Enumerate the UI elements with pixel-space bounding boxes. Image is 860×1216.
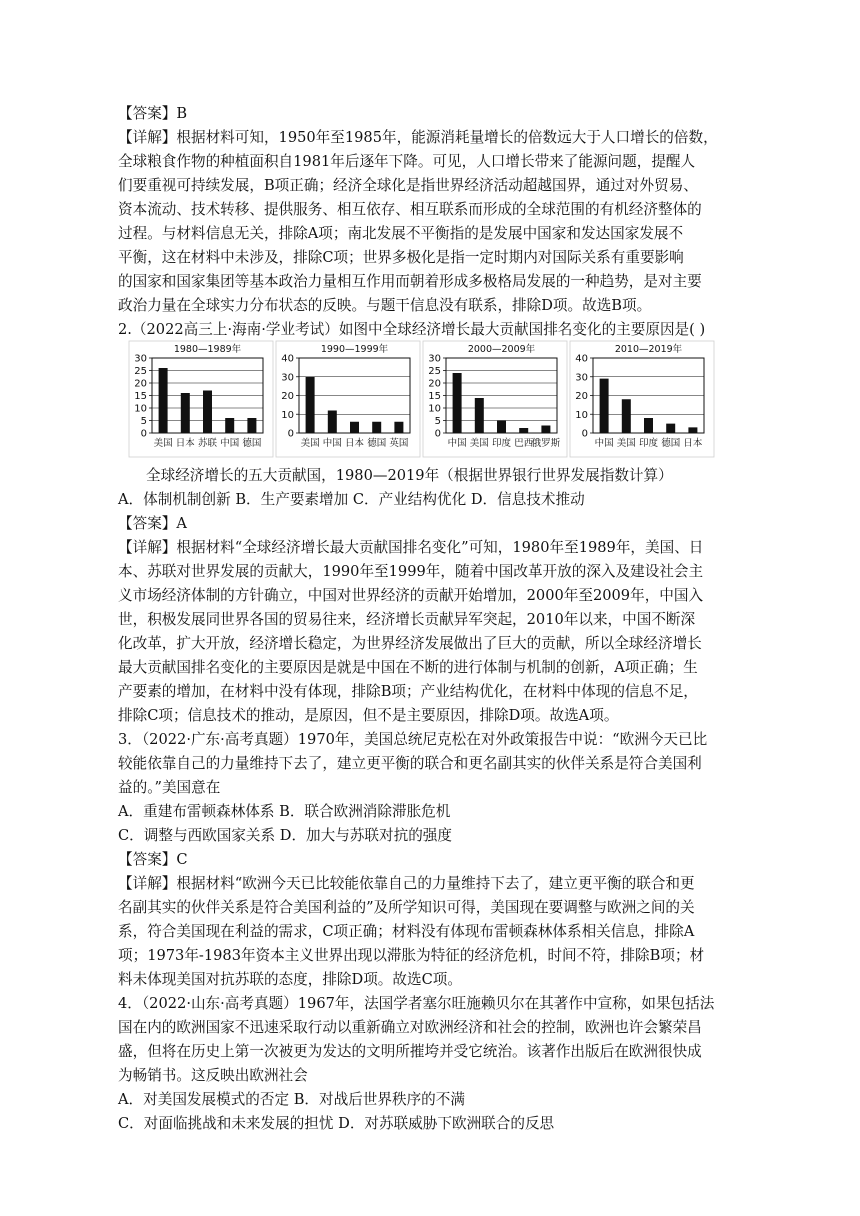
q2-detail-line: 本、苏联对世界发展的贡献大，1990年至1999年，随着中国改革开放的深入及建设社会主 xyxy=(118,563,704,580)
chart-panel xyxy=(276,341,420,457)
bar xyxy=(600,379,609,433)
bar xyxy=(203,391,212,434)
bar-chart-figure xyxy=(128,340,718,460)
bar xyxy=(666,424,675,433)
q1-answer: B xyxy=(176,105,188,122)
bar xyxy=(541,426,550,434)
q3-answer: C xyxy=(176,851,188,868)
x-tick-label: 美国 xyxy=(469,438,489,449)
y-tick-label: 30 xyxy=(428,353,441,365)
y-tick-label: 10 xyxy=(575,409,588,421)
bar xyxy=(247,418,256,433)
q3-answer-tag: 【答案】 xyxy=(118,851,177,868)
bar xyxy=(350,422,359,433)
bar xyxy=(519,428,528,433)
q3-options-line: A．重建布雷顿森林体系 B．联合欧洲消除滞胀危机 xyxy=(118,803,451,820)
x-tick-label: 美国 xyxy=(153,438,173,449)
y-tick-label: 20 xyxy=(281,391,294,402)
x-tick-label: 中国 xyxy=(594,438,614,449)
q2-detail-line: 世，积极发展同世界各国的贸易往来，经济增长贡献异军突起，2010年以来，中国不断深 xyxy=(118,611,696,628)
y-tick-label: 20 xyxy=(134,378,147,390)
q2-detail-line: 化改革，扩大开放，经济增长稳定，为世界经济发展做出了巨大的贡献，所以全球经济增长 xyxy=(118,635,702,652)
q3-stem-line: 益的。”美国意在 xyxy=(118,779,221,796)
q3-answer-line xyxy=(118,850,188,870)
x-tick-label: 巴西 xyxy=(514,438,534,449)
y-tick-label: 0 xyxy=(434,428,441,440)
bar xyxy=(225,418,234,433)
x-tick-label: 美国 xyxy=(300,438,320,449)
chart-title: 1980—1989年 xyxy=(173,344,242,355)
q2-detail-line: 义市场经济体制的方针确立，中国对世界经济的贡献开始增加，2000年至2009年，中国入 xyxy=(118,587,704,604)
q2-detail-line: 产要素的增加，在材料中没有体现，排除B项；产业结构优化，在材料中体现的信息不足， xyxy=(118,683,698,700)
q1-answer-tag: 【答案】 xyxy=(118,105,177,122)
x-tick-label: 美国 xyxy=(616,438,636,449)
x-tick-label: 日本 xyxy=(175,438,195,449)
q2-answer-line xyxy=(118,514,187,534)
y-tick-label: 5 xyxy=(140,416,147,427)
q1-detail-line: 的国家和国家集团等基本政治力量相互作用而朝着形成多极格局发展的一种趋势，是对主要 xyxy=(118,273,702,290)
bar xyxy=(622,399,631,433)
q3-detail-line: 系，符合美国现在利益的需求，C项正确；材料没有体现布雷顿森林体系相关信息，排除A xyxy=(118,923,695,940)
q4-stem-line: 盛，但将在历史上第一次被更为发达的文明所摧垮并受它统治。该著作出版后在欧洲很快成 xyxy=(118,1043,702,1060)
y-tick-label: 0 xyxy=(140,428,147,440)
q4-options-line: C．对面临挑战和未来发展的担忧 D．对苏联威胁下欧洲联合的反思 xyxy=(118,1115,555,1132)
y-tick-label: 10 xyxy=(134,403,147,415)
y-tick-label: 10 xyxy=(281,409,294,421)
q1-detail-line: 过程。与材料信息无关，排除A项；南北发展不平衡指的是发展中国家和发达国家发展不 xyxy=(118,225,684,242)
y-tick-label: 20 xyxy=(575,391,588,402)
y-tick-label: 40 xyxy=(281,353,294,365)
q2-detail-line: 【详解】根据材料“全球经济增长最大贡献国排名变化”可知，1980年至1989年，美国、日 xyxy=(118,539,704,556)
y-tick-label: 25 xyxy=(428,366,441,377)
x-tick-label: 中国 xyxy=(322,438,342,449)
q3-detail-line: 名副其实的伙伴关系是符合美国利益的”及所学知识可得，美国现在要调整与欧洲之间的关 xyxy=(118,899,695,916)
q4-stem-line: 4．（2022·山东·高考真题）1967年，法国学者塞尔旺施赖贝尔在其著作中宣称，如果包括法 xyxy=(118,995,715,1012)
x-tick-label: 德国 xyxy=(242,438,262,449)
chart-title: 2010—2019年 xyxy=(614,344,683,355)
q2-stem: 2.（2022高三上·海南·学业考试）如图中全球经济增长最大贡献国排名变化的主要原因是( ) xyxy=(118,321,706,338)
q2-answer-tag: 【答案】 xyxy=(118,515,177,532)
chart-caption: 全球经济增长的五大贡献国，1980—2019年（根据世界银行世界发展指数计算） xyxy=(146,467,673,484)
q1-detail-line: 资本流动、技术转移、提供服务、相互依存、相互联系而形成的全球范围的有机经济整体的 xyxy=(118,201,702,218)
bar xyxy=(475,398,484,433)
q2-options: A．体制机制创新 B．生产要素增加 C．产业结构优化 D．信息技术推动 xyxy=(118,491,585,508)
y-tick-label: 20 xyxy=(428,378,441,390)
q1-detail-line: 们要重视可持续发展，B项正确；经济全球化是指世界经济活动超越国界，通过对外贸易、 xyxy=(118,177,698,194)
x-tick-label: 苏联 xyxy=(197,438,218,449)
y-tick-label: 15 xyxy=(428,391,441,402)
bar xyxy=(688,427,697,433)
x-tick-label: 中国 xyxy=(220,438,240,449)
y-tick-label: 30 xyxy=(281,372,294,384)
y-tick-label: 5 xyxy=(434,416,441,427)
q3-detail-line: 【详解】根据材料“欧洲今天已比较能依靠自己的力量维持下去了，建立更平衡的联合和更 xyxy=(118,875,695,892)
y-tick-label: 10 xyxy=(428,403,441,415)
q1-detail-line: 【详解】根据材料可知，1950年至1985年，能源消耗量增长的倍数远大于人口增长的倍数， xyxy=(118,129,718,146)
y-tick-label: 30 xyxy=(575,372,588,384)
bar xyxy=(497,421,506,434)
chart-title: 2000—2009年 xyxy=(467,344,536,355)
y-tick-label: 30 xyxy=(134,353,147,365)
x-tick-label: 俄罗斯 xyxy=(531,438,561,449)
q1-detail-line: 全球粮食作物的种植面积自1981年后逐年下降。可见，人口增长带来了能源问题，提醒人 xyxy=(118,153,696,170)
bar xyxy=(306,377,315,433)
bar xyxy=(644,418,653,433)
q2-detail-line: 排除C项；信息技术的推动，是原因，但不是主要原因，排除D项。故选A项。 xyxy=(118,707,619,724)
q1-detail-line: 政治力量在全球实力分布状态的反映。与题干信息没有联系，排除D项。故选B项。 xyxy=(118,297,652,314)
y-tick-label: 0 xyxy=(581,428,588,440)
q3-stem-line: 较能依靠自己的力量维持下去了，建立更平衡的联合和更名副其实的伙伴关系是符合美国利 xyxy=(118,755,702,772)
bar-charts-svg xyxy=(128,340,718,460)
y-tick-label: 15 xyxy=(134,391,147,402)
chart-panel xyxy=(423,341,567,457)
bar xyxy=(453,373,462,433)
x-tick-label: 日本 xyxy=(683,438,703,449)
chart-title: 1990—1999年 xyxy=(320,344,389,355)
chart-panel xyxy=(129,341,273,457)
y-tick-label: 40 xyxy=(575,353,588,365)
bar xyxy=(181,393,190,433)
q2-detail-line: 最大贡献国排名变化的主要原因是就是中国在不断的进行体制与机制的创新，A项正确；生 xyxy=(118,659,698,676)
chart-panel xyxy=(570,341,714,457)
x-tick-label: 德国 xyxy=(367,438,387,449)
q3-detail-line: 料未体现美国对抗苏联的态度，排除D项。故选C项。 xyxy=(118,971,462,988)
q3-detail-line: 项；1973年-1983年资本主义世界出现以滞胀为特征的经济危机，时间不符，排除B项；材 xyxy=(118,947,705,964)
q1-detail-line: 平衡，这在材料中未涉及，排除C项；世界多极化是指一定时期内对国际关系有重要影响 xyxy=(118,249,684,266)
bar xyxy=(328,411,337,434)
x-tick-label: 印度 xyxy=(638,438,659,449)
x-tick-label: 中国 xyxy=(447,438,467,449)
x-tick-label: 德国 xyxy=(661,438,681,449)
x-tick-label: 印度 xyxy=(491,438,512,449)
bar xyxy=(372,422,381,433)
q4-stem-line: 为畅销书。这反映出欧洲社会 xyxy=(118,1067,308,1084)
y-tick-label: 25 xyxy=(134,366,147,377)
q4-options-line: A．对美国发展模式的否定 B．对战后世界秩序的不满 xyxy=(118,1091,465,1108)
x-tick-label: 英国 xyxy=(389,438,409,449)
q2-answer: A xyxy=(176,515,187,532)
bar xyxy=(159,368,168,433)
bar xyxy=(394,422,403,433)
y-tick-label: 0 xyxy=(287,428,294,440)
q3-options-line: C．调整与西欧国家关系 D．加大与苏联对抗的强度 xyxy=(118,827,452,844)
q4-stem-line: 国在内的欧洲国家不迅速采取行动以重新确立对欧洲经济和社会的控制，欧洲也许会繁荣昌 xyxy=(118,1019,702,1036)
q3-stem-line: 3．（2022·广东·高考真题）1970年，美国总统尼克松在对外政策报告中说：“欧洲今天已比 xyxy=(118,731,708,748)
x-tick-label: 日本 xyxy=(344,438,365,449)
q1-answer-line xyxy=(118,104,187,124)
